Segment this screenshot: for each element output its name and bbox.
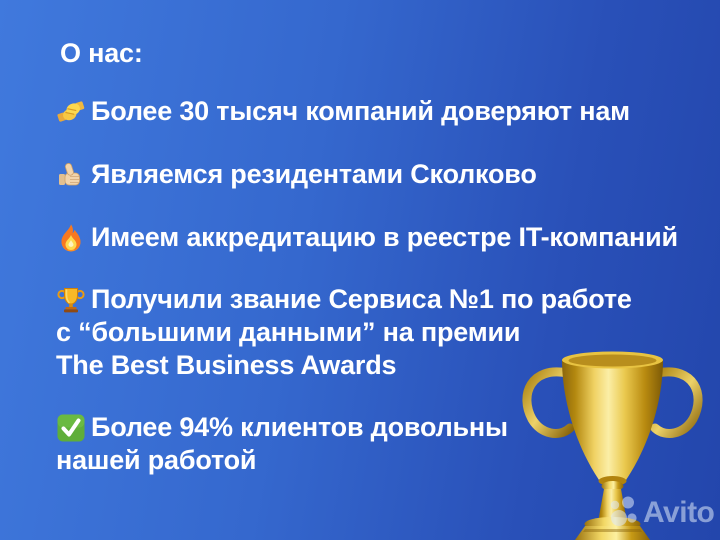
- bullet-text: Более 94% клиентов довольны: [91, 412, 508, 442]
- bullet-text: Более 30 тысяч компаний доверяют нам: [91, 96, 630, 126]
- avito-watermark: [603, 496, 714, 530]
- thumbs-up-icon: [56, 160, 86, 190]
- bullet-skolkovo-resident: [56, 158, 537, 191]
- bullet-text: с “большими данными” на премии: [56, 317, 521, 347]
- bullet-companies-trust: [56, 95, 630, 128]
- bullet-text: Имеем аккредитацию в реестре IT-компаний: [91, 222, 678, 252]
- bullet-text: Получили звание Сервиса №1 по работе: [91, 284, 632, 314]
- avito-logo-dots-icon: [603, 496, 639, 530]
- bullet-text: нашей работой: [56, 445, 257, 475]
- avito-brand-text: Avito: [643, 496, 715, 529]
- bullet-it-accreditation: [56, 221, 678, 254]
- bullet-text: The Best Business Awards: [56, 350, 397, 380]
- fire-icon: [56, 223, 86, 253]
- check-icon: [56, 413, 86, 443]
- bullet-satisfied-clients: [56, 411, 508, 477]
- page-title: О нас:: [60, 38, 143, 68]
- trophy-icon: [56, 285, 86, 315]
- handshake-icon: [56, 97, 86, 127]
- bullet-text: Являемся резидентами Сколково: [91, 159, 537, 189]
